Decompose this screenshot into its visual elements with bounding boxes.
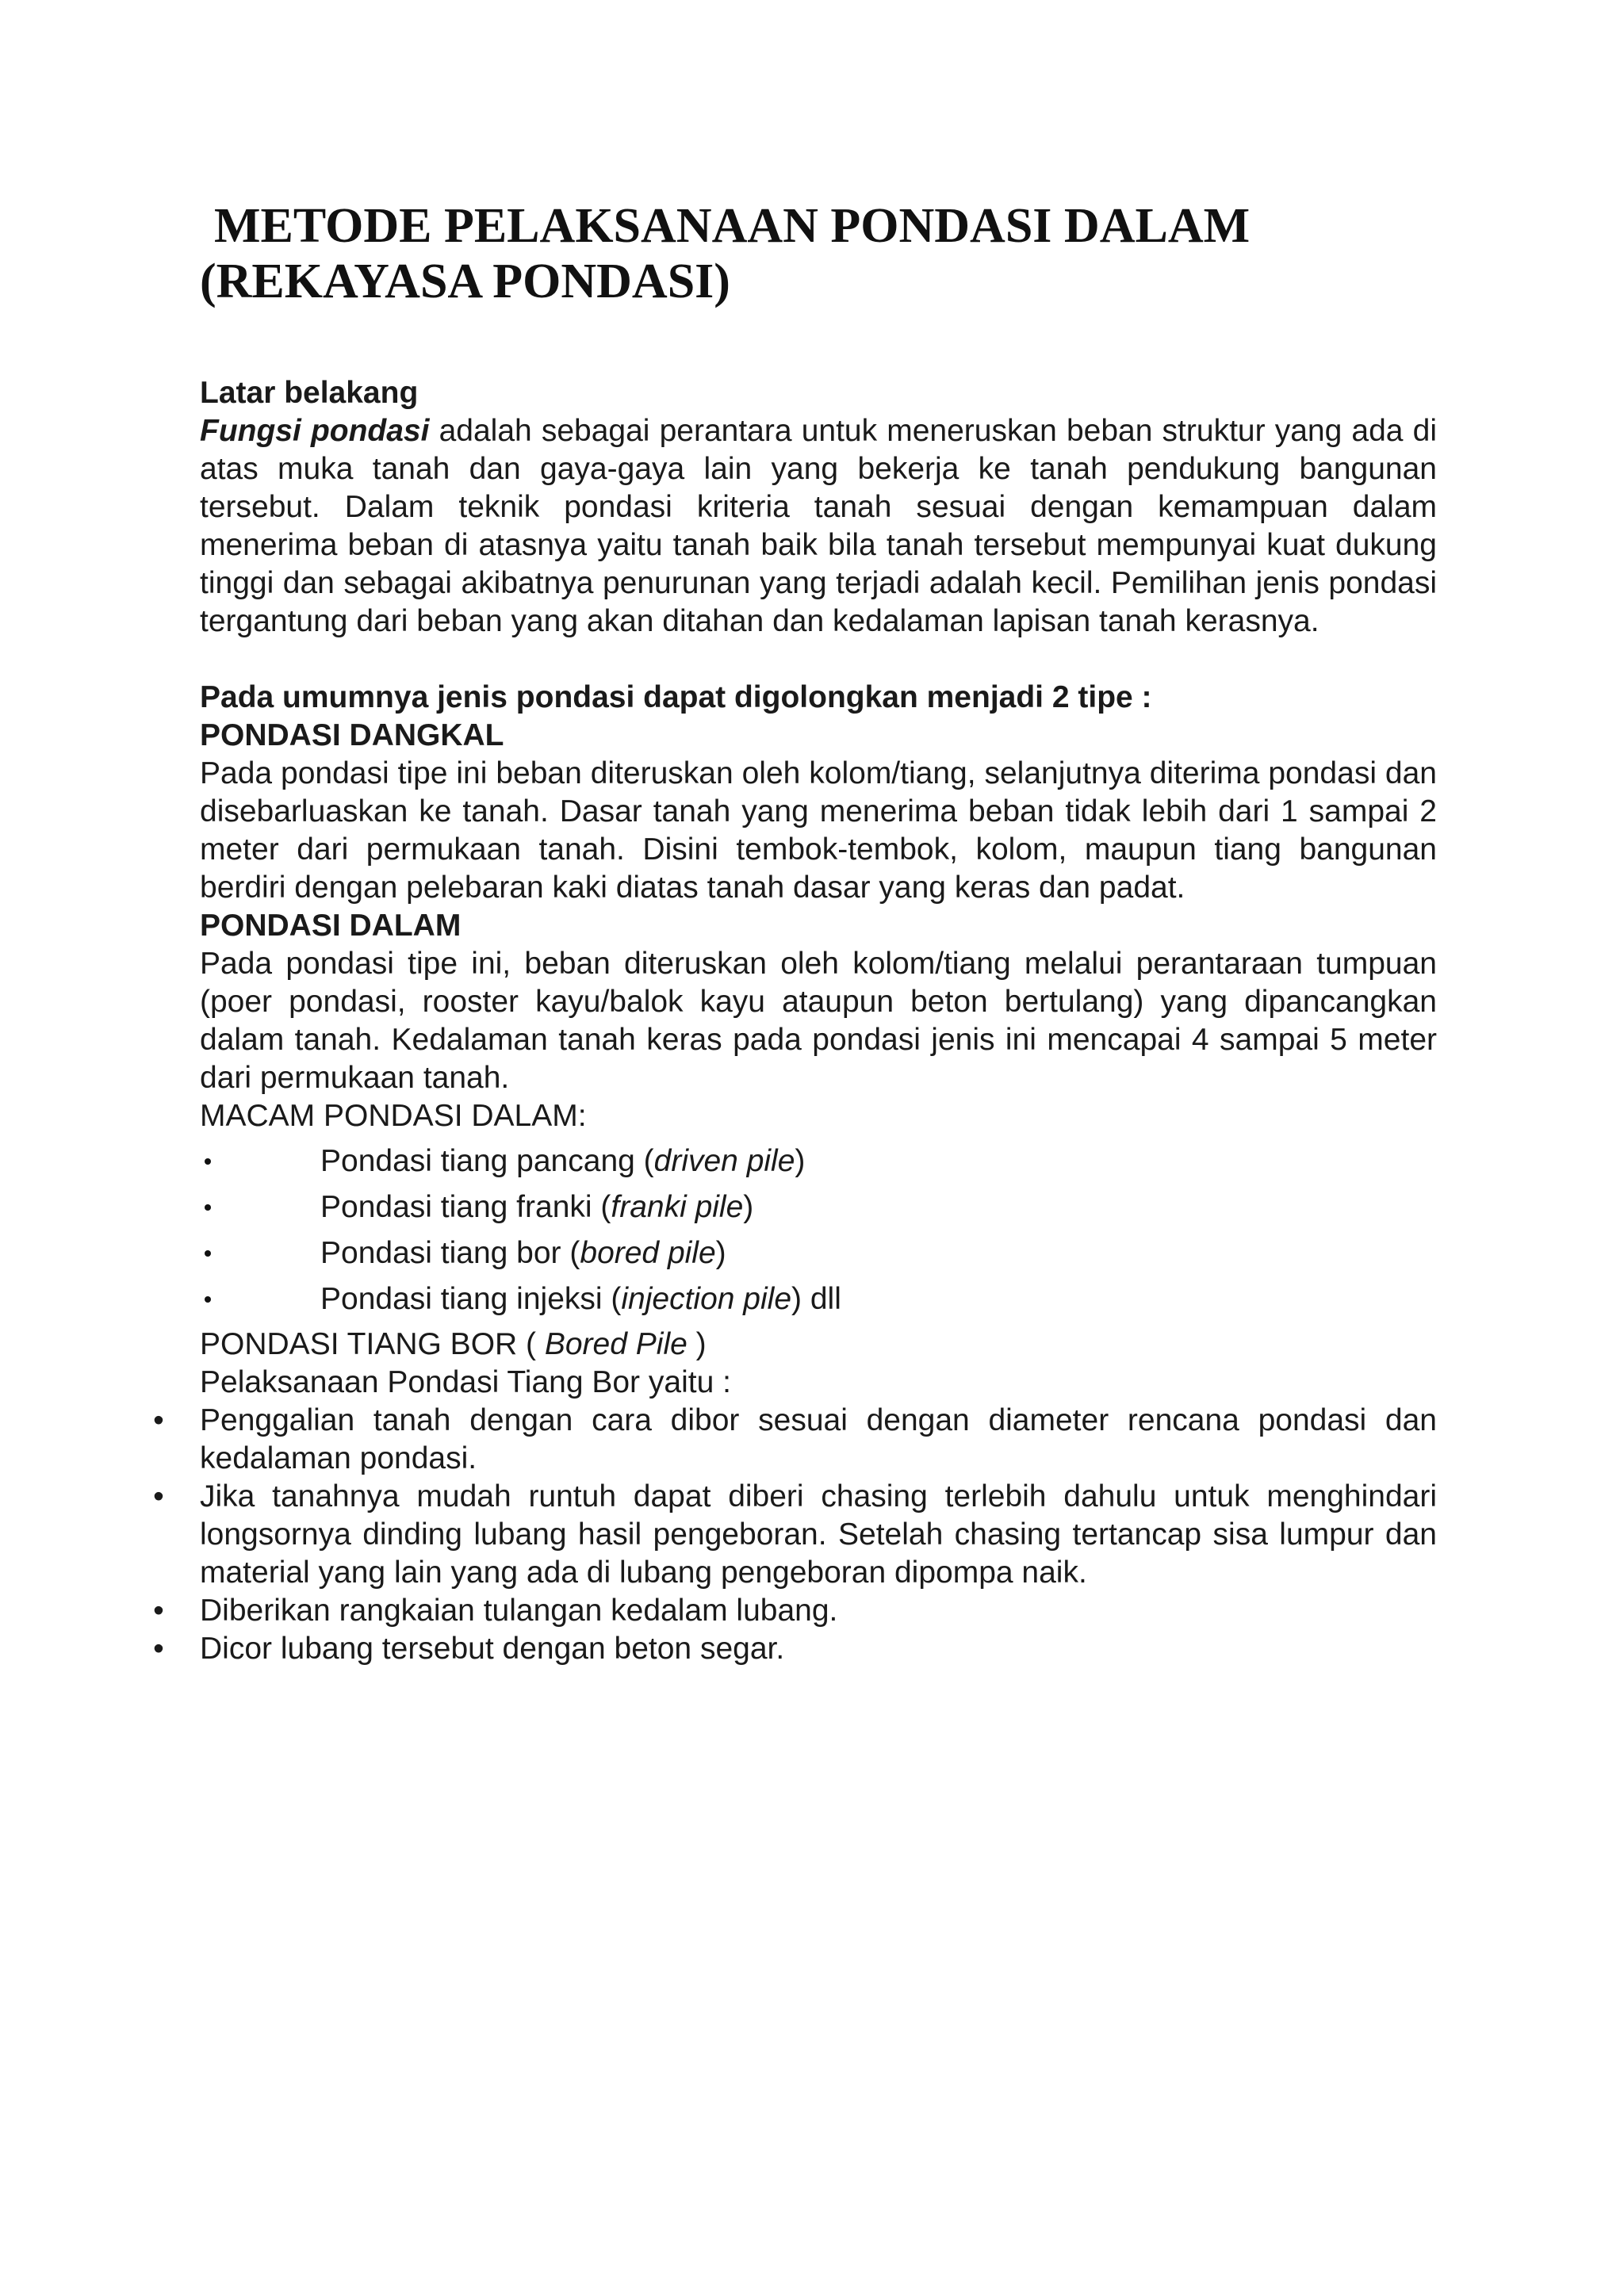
list-item: Pondasi tiang bor (bored pile) [200,1230,1437,1276]
bullet-dot-icon [205,1250,211,1257]
list-item: • Penggalian tanah dengan cara dibor sesuai dengan diameter rencana pondasi dan kedalaman pondasi. [149,1402,1437,1478]
bullet-icon: • [153,1632,164,1666]
latar-heading: Latar belakang [200,376,419,410]
list-item: Pondasi tiang franki (franki pile) [200,1184,1437,1230]
bullet-icon: • [153,1479,164,1513]
dangkal-heading: PONDASI DANGKAL [200,718,504,752]
title-line-2: (REKAYASA PONDASI) [200,254,730,308]
title-line-1: METODE PELAKSANAAN PONDASI DALAM [214,199,1251,253]
document-title [200,198,1469,309]
tipe-heading: Pada umumnya jenis pondasi dapat digolongkan menjadi 2 tipe : [200,680,1152,714]
bullet-dot-icon [205,1204,211,1211]
bullet-dot-icon [205,1158,211,1165]
bullet-dot-icon [205,1296,211,1303]
spacer [200,641,1437,679]
bullet-icon: • [153,1403,164,1437]
bor-heading: PONDASI TIANG BOR ( Bored Pile ) [200,1327,707,1361]
latar-paragraph-text: adalah sebagai perantara untuk meneruskan beban struktur yang ada di atas muka tanah dan gaya-gaya lain yang bekerja ke tanah pendukung bangunan tersebut. Dalam teknik pondasi kriteria tanah sesuai dengan kemampuan dalam menerima beban di atasnya yaitu tanah baik bila tanah tersebut mempunyai kuat dukung tinggi dan sebagai akibatnya penurunan yang terjadi adalah kecil. Pemilihan jenis pondasi tergantung dari beban yang akan ditahan dan kedalaman lapisan tanah kerasnya. [200,414,1437,638]
list-item: • Diberikan rangkaian tulangan kedalam lubang. [149,1592,1437,1630]
latar-paragraph [200,412,1437,641]
dangkal-paragraph: Pada pondasi tipe ini beban diteruskan oleh kolom/tiang, selanjutnya diterima pondasi dan disebarluaskan ke tanah. Dasar tanah yang menerima beban tidak lebih dari 1 sampai 2 meter dari permukaan tanah. Disini tembok-tembok, kolom, maupun tiang bangunan berdiri dengan pelebaran kaki diatas tanah dasar yang keras dan padat. [200,756,1437,905]
bor-intro: Pelaksanaan Pondasi Tiang Bor yaitu : [200,1365,731,1399]
list-item: • Dicor lubang tersebut dengan beton segar. [149,1630,1437,1668]
macam-list [200,1138,1437,1322]
macam-heading: MACAM PONDASI DALAM: [200,1099,587,1133]
list-item: Pondasi tiang pancang (driven pile) [200,1138,1437,1184]
dalam-paragraph: Pada pondasi tipe ini, beban diteruskan oleh kolom/tiang melalui perantaraan tumpuan (poer pondasi, rooster kayu/balok kayu ataupun beton bertulang) yang dipancangkan dalam tanah. Kedalaman tanah keras pada pondasi jenis ini mencapai 4 sampai 5 meter dari permukaan tanah. [200,947,1437,1095]
document-body [153,374,1437,1668]
dalam-heading: PONDASI DALAM [200,909,462,943]
bor-steps [149,1402,1437,1668]
list-item: • Jika tanahnya mudah runtuh dapat diberi chasing terlebih dahulu untuk menghindari longsornya dinding lubang hasil pengeboran. Setelah chasing tertancap sisa lumpur dan material yang lain yang ada di lubang pengeboran dipompa naik. [149,1478,1437,1592]
list-item: Pondasi tiang injeksi (injection pile) dll [200,1276,1437,1322]
bullet-icon: • [153,1594,164,1628]
latar-lead-italic: Fungsi pondasi [200,414,430,448]
